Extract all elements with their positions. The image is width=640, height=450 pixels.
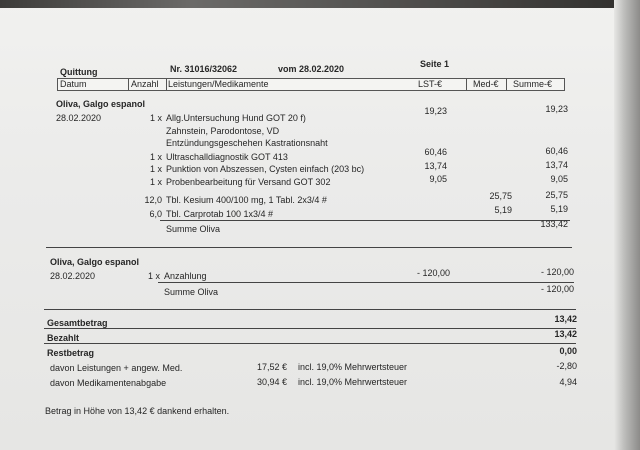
- item-desc: Tbl. Carprotab 100 1x3/4 #: [166, 209, 274, 219]
- item-lst: - 120,00: [416, 268, 450, 278]
- item-sum: 25,75: [545, 190, 568, 200]
- subtotal-label: Summe Oliva: [166, 224, 221, 234]
- section-divider: [46, 247, 572, 248]
- tax-line-amount: 30,94 €: [256, 377, 287, 387]
- column-header: [57, 78, 565, 91]
- subtotal-value: - 120,00: [540, 284, 574, 294]
- col-leistungen: Leistungen/Medikamente: [168, 79, 269, 89]
- col-anzahl: Anzahl: [131, 79, 159, 89]
- tax-line-label: davon Medikamentenabgabe: [50, 378, 167, 388]
- item-desc: Ultraschalldiagnostik GOT 413: [166, 152, 288, 162]
- bezahlt-value: 13,42: [554, 329, 577, 339]
- line-date: 28.02.2020: [50, 271, 96, 281]
- gesamtbetrag-value: 13,42: [554, 314, 577, 324]
- bezahlt-label: Bezahlt: [47, 333, 80, 343]
- summary-divider: [44, 309, 576, 310]
- item-sum: 9,05: [550, 174, 568, 184]
- tax-line-label: davon Leistungen + angew. Med.: [50, 363, 183, 373]
- item-lst: 60,46: [424, 147, 447, 157]
- item-sum: 13,74: [545, 160, 568, 170]
- patient-name: Oliva, Galgo espanol: [50, 257, 140, 267]
- paper-top-edge: [0, 0, 640, 8]
- tax-line-value: 4,94: [559, 377, 577, 387]
- page-indicator: Seite 1: [420, 59, 450, 69]
- line-date: 28.02.2020: [56, 113, 102, 123]
- subtotal-label: Summe Oliva: [164, 287, 219, 297]
- subtotal-rule: [158, 282, 574, 283]
- item-desc: Probenbearbeitung für Versand GOT 302: [166, 177, 331, 187]
- item-sum: 5,19: [550, 204, 568, 214]
- subtotal-value: 133,42: [540, 219, 568, 229]
- item-qty: 1 x: [149, 164, 162, 174]
- item-qty: 1 x: [149, 177, 162, 187]
- col-datum: Datum: [60, 79, 87, 89]
- item-qty: 6,0: [149, 209, 162, 219]
- restbetrag-label: Restbetrag: [47, 348, 95, 358]
- tax-line-amount: 17,52 €: [256, 362, 287, 372]
- receipt-number: Nr. 31016/32062: [170, 64, 238, 74]
- item-note: Zahnstein, Parodontose, VD: [166, 126, 280, 136]
- item-lst: 19,23: [424, 106, 447, 116]
- payment-confirmation: Betrag in Höhe von 13,42 € dankend erhalten.: [45, 406, 230, 416]
- item-lst: 13,74: [424, 161, 447, 171]
- item-sum: - 120,00: [540, 267, 574, 277]
- patient-name: Oliva, Galgo espanol: [56, 99, 146, 109]
- item-desc: Tbl. Kesium 400/100 mg, 1 Tabl. 2x3/4 #: [166, 195, 327, 205]
- item-qty: 1 x: [147, 271, 160, 281]
- subtotal-rule: [160, 220, 570, 221]
- tax-line-value: -2,80: [556, 361, 577, 371]
- col-med: Med-€: [473, 79, 499, 89]
- item-med: 25,75: [489, 191, 512, 201]
- tax-line-vat: incl. 19,0% Mehrwertsteuer: [298, 377, 408, 387]
- item-desc: Anzahlung: [164, 271, 207, 281]
- col-summe: Summe-€: [513, 79, 553, 89]
- receipt-title: Quittung: [60, 67, 98, 77]
- summary-divider: [44, 328, 576, 329]
- restbetrag-value: 0,00: [559, 346, 577, 356]
- item-sum: 60,46: [545, 146, 568, 156]
- item-sum: 19,23: [545, 104, 568, 114]
- col-lst: LST-€: [418, 79, 443, 89]
- item-desc: Allg.Untersuchung Hund GOT 20 f): [166, 113, 306, 123]
- tax-line-vat: incl. 19,0% Mehrwertsteuer: [298, 362, 408, 372]
- gesamtbetrag-label: Gesamtbetrag: [47, 318, 108, 328]
- receipt-date: vom 28.02.2020: [278, 64, 345, 74]
- item-qty: 1 x: [149, 113, 162, 123]
- summary-divider: [44, 343, 576, 344]
- item-med: 5,19: [494, 205, 512, 215]
- paper-right-edge: [614, 0, 640, 450]
- item-lst: 9,05: [429, 174, 447, 184]
- item-note: Entzündungsgeschehen Kastrationsnaht: [166, 138, 328, 148]
- item-qty: 12,0: [144, 195, 162, 205]
- item-qty: 1 x: [149, 152, 162, 162]
- item-desc: Punktion von Abszessen, Cysten einfach (203 bc): [166, 164, 365, 174]
